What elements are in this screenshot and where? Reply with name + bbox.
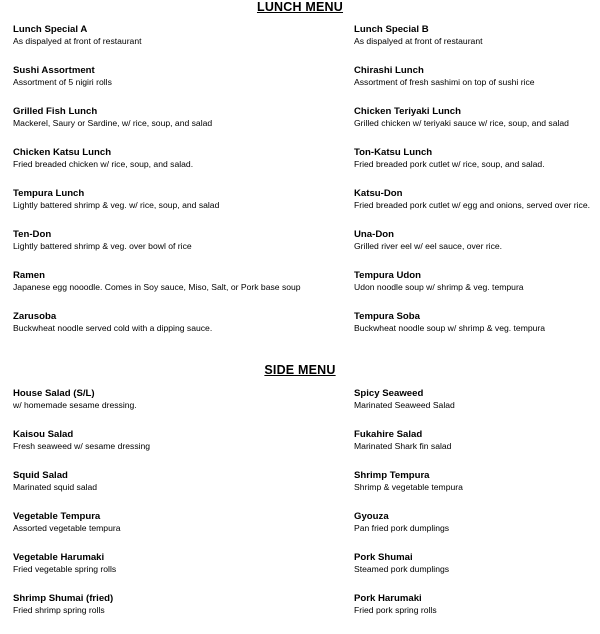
menu-item-description: Udon noodle soup w/ shrimp & veg. tempura [354,282,524,292]
menu-item-name: Chicken Teriyaki Lunch [354,106,461,117]
menu-item [341,106,600,147]
menu-item [0,147,341,188]
side-menu-grid [0,388,600,634]
menu-item-name: Pork Shumai [354,552,413,563]
menu-item [0,188,341,229]
menu-item-description: Fried breaded chicken w/ rice, soup, and salad. [13,159,194,169]
menu-item [0,511,341,552]
menu-item-description: Fried shrimp spring rolls [13,605,105,615]
menu-item-name: Kaisou Salad [13,429,74,440]
menu-item-name: Gyouza [354,511,389,522]
menu-item [0,429,341,470]
menu-item-description: Fresh seaweed w/ sesame dressing [13,441,151,451]
menu-item-description: Shrimp & vegetable tempura [354,482,463,492]
menu-item-description: w/ homemade sesame dressing. [13,400,137,410]
menu-item [341,593,600,634]
menu-item-name: Katsu-Don [354,188,403,199]
menu-item-name: Tempura Soba [354,311,420,322]
menu-item-description: As dispalyed at front of restaurant [354,36,483,46]
menu-item [0,229,341,270]
menu-item-name: Vegetable Harumaki [13,552,105,563]
menu-item-description: Marinated Seaweed Salad [354,400,455,410]
menu-item [341,552,600,593]
menu-item-name: Spicy Seaweed [354,388,424,399]
menu-item [341,311,600,352]
menu-item-name: Vegetable Tempura [13,511,101,522]
menu-item-name: Chirashi Lunch [354,65,424,76]
menu-item-name: Chicken Katsu Lunch [13,147,112,158]
menu-item-name: Lunch Special A [13,24,88,35]
menu-item-name: Fukahire Salad [354,429,423,440]
lunch-menu-grid [0,24,600,352]
menu-item [0,593,341,634]
menu-item [341,65,600,106]
menu-item [341,388,600,429]
menu-item-description: Lightly battered shrimp & veg. w/ rice, soup, and salad [13,200,220,210]
menu-item-description: Marinated squid salad [13,482,98,492]
menu-item [341,470,600,511]
menu-item [341,147,600,188]
menu-item-description: Buckwheat noodle served cold with a dipping sauce. [13,323,213,333]
menu-item-description: Assortment of fresh sashimi on top of sushi rice [354,77,535,87]
menu-item-name: Ramen [13,270,45,281]
menu-item [0,65,341,106]
menu-item [341,429,600,470]
menu-item-description: Grilled chicken w/ teriyaki sauce w/ rice, soup, and salad [354,118,569,128]
menu-item-description: Assortment of 5 nigiri rolls [13,77,112,87]
menu-item-name: Zarusoba [13,311,57,322]
menu-item [0,470,341,511]
menu-item-description: Buckwheat noodle soup w/ shrimp & veg. tempura [354,323,546,333]
menu-item [341,229,600,270]
menu-item [341,24,600,65]
menu-item [0,24,341,65]
side-menu-title: SIDE MENU [264,363,336,377]
lunch-menu-title: LUNCH MENU [256,0,344,14]
menu-item-description: Fried vegetable spring rolls [13,564,117,574]
menu-item [0,106,341,147]
menu-item-description: Marinated Shark fin salad [354,441,452,451]
menu-item-description: Japanese egg nooodle. Comes in Soy sauce, Miso, Salt, or Pork base soup [13,282,301,292]
menu-item-description: Fried pork spring rolls [354,605,437,615]
menu-item-name: Ton-Katsu Lunch [354,147,433,158]
menu-item [341,188,600,229]
menu-item-description: As dispalyed at front of restaurant [13,36,142,46]
menu-item-name: Tempura Udon [354,270,421,281]
menu-item [341,270,600,311]
menu-item-name: Grilled Fish Lunch [13,106,98,117]
menu-item [0,311,341,352]
menu-item-description: Pan fried pork dumplings [354,523,450,533]
menu-item [0,270,341,311]
menu-item-description: Lightly battered shrimp & veg. over bowl of rice [13,241,192,251]
menu-item-name: Lunch Special B [354,24,429,35]
menu-item-name: Squid Salad [13,470,68,481]
menu-item [0,388,341,429]
menu-item [0,552,341,593]
menu-item-description: Fried breaded pork cutlet w/ rice, soup, and salad. [354,159,545,169]
menu-item-description: Mackerel, Saury or Sardine, w/ rice, soup, and salad [13,118,213,128]
menu-item-name: Ten-Don [13,229,52,240]
menu-item-name: Sushi Assortment [13,65,95,76]
menu-item-name: Shrimp Tempura [354,470,430,481]
menu-item-description: Steamed pork dumplings [354,564,450,574]
menu-item-name: Shrimp Shumai (fried) [13,593,114,604]
menu-item-name: Una-Don [354,229,394,240]
menu-item-description: Assorted vegetable tempura [13,523,121,533]
menu-item-name: Tempura Lunch [13,188,85,199]
menu-item-name: Pork Harumaki [354,593,422,604]
menu-item-description: Fried breaded pork cutlet w/ egg and onions, served over rice. [354,200,590,210]
menu-item-name: House Salad (S/L) [13,388,95,399]
menu-item-description: Grilled river eel w/ eel sauce, over rice. [354,241,503,251]
menu-item [341,511,600,552]
